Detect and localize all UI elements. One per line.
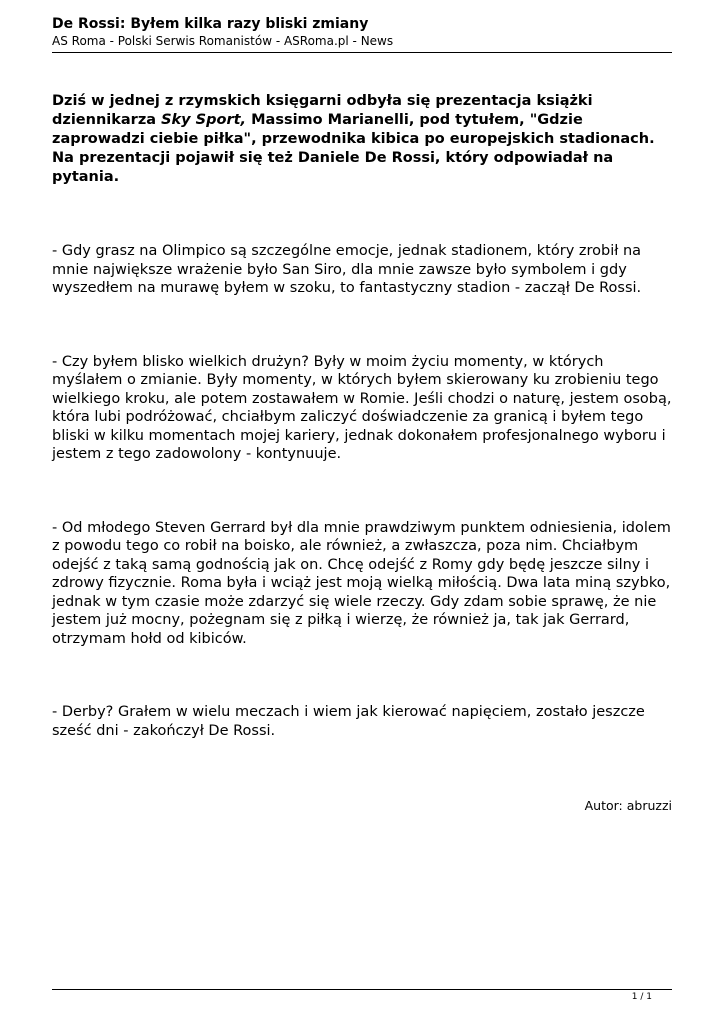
article-author: Autor: abruzzi [584, 798, 672, 813]
article-paragraph-1: - Gdy grasz na Olimpico są szczególne emocje, jednak stadionem, który zrobił na mnie największe wrażenie było San Siro, dla mnie zawsze było symbolem i gdy wyszedłem na murawę byłem w szoku, to fantastyczny stadion - zaczął De Rossi. [52, 243, 642, 296]
site-subtitle: AS Roma - Polski Serwis Romanistów - ASRoma.pl - News [52, 34, 394, 48]
lead-text-italic: Sky Sport, [161, 112, 247, 128]
article-body [52, 92, 672, 740]
lead-text-part1: Dziś w jednej z rzymskich księgarni odbyła się prezentacja książki dziennikarza [52, 93, 593, 128]
document-header [52, 15, 672, 49]
footer-divider [52, 989, 672, 990]
header-divider [52, 52, 672, 53]
page-number: 1 / 1 [631, 992, 652, 1002]
lead-text-part2: Massimo Marianelli, pod tytułem, "Gdzie zaprowadzi ciebie piłka", przewodnika kibica po europejskich stadionach. Na prezentacji pojawił się też Daniele De Rossi, który odpowiadał na pytania. [52, 112, 655, 185]
article-paragraph-2: - Czy byłem blisko wielkich drużyn? Były w moim życiu momenty, w których myślałem o zmianie. Były momenty, w których byłem skierowany ku zrobieniu tego wielkiego kroku, ale potem zostawałem w Romie. Jeśli chodzi o naturę, jestem osobą, która lubi podróżować, chciałbym zaliczyć doświadczenie za granicą i byłem tego bliski w kilku momentach mojej kariery, jednak dokonałem profesjonalnego wyboru i jestem z tego zadowolony - kontynuuje. [52, 353, 672, 462]
article-paragraph-3: - Od młodego Steven Gerrard był dla mnie prawdziwym punktem odniesienia, idolem z powodu tego co robił na boisko, ale również, a zwłaszcza, poza nim. Chciałbym odejść z taką samą godnością jak on. Chcę odejść z Romy gdy będę jeszcze silny i zdrowy fizycznie. Roma była i wciąż jest moją wielką miłością. Dwa lata miną szybko, jednak w tym czasie może zdarzyć się wiele rzeczy. Gdy zdam sobie sprawę, że nie jestem już mocny, pożegnam się z piłką i wierzę, że również ja, tak jak Gerrard, otrzymam hołd od kibiców. [52, 519, 671, 647]
article-lead [52, 92, 672, 187]
article-title: De Rossi: Byłem kilka razy bliski zmiany [52, 16, 369, 32]
article-paragraph-4: - Derby? Grałem w wielu meczach i wiem jak kierować napięciem, zostało jeszcze sześć dni - zakończył De Rossi. [52, 704, 645, 739]
